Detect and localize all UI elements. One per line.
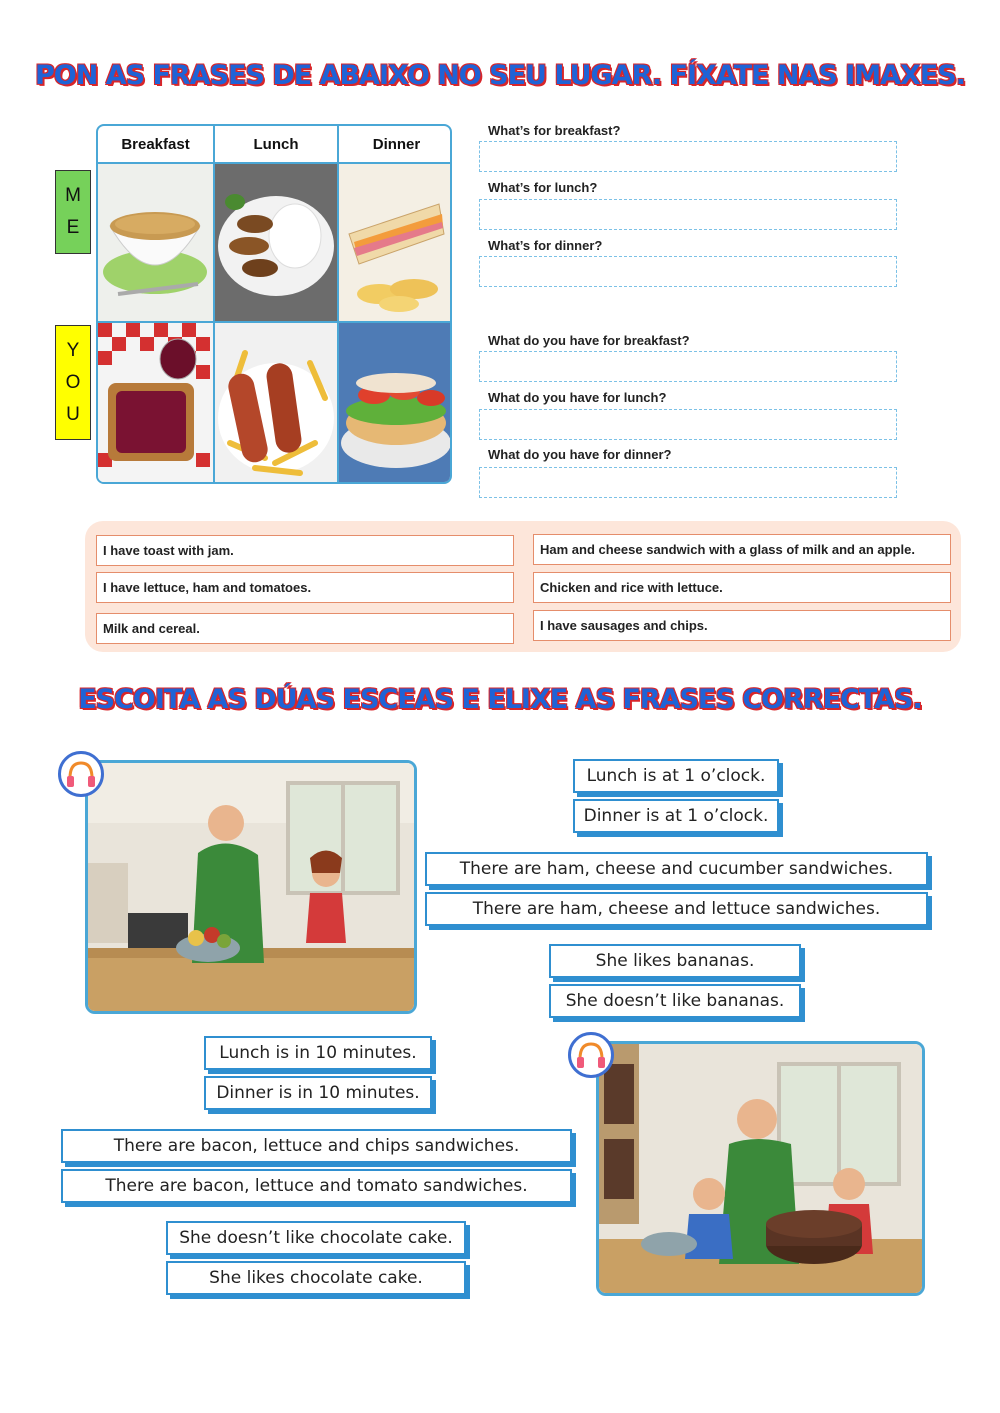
me-label-letter: M	[65, 185, 81, 206]
food-grid	[96, 124, 452, 484]
choice-option[interactable]: There are bacon, lettuce and chips sandwiches.	[61, 1129, 572, 1163]
sausages-chips-image	[215, 323, 339, 484]
me-label	[55, 170, 91, 254]
scene-2-image	[596, 1041, 925, 1296]
toast-jam-image	[98, 323, 215, 484]
draggable-sentence[interactable]: Chicken and rice with lettuce.	[533, 572, 951, 603]
salad-sandwich-image	[339, 323, 452, 484]
choice-option[interactable]: She doesn’t like bananas.	[549, 984, 801, 1018]
headphones-icon[interactable]	[568, 1032, 614, 1078]
choice-option[interactable]: Lunch is in 10 minutes.	[204, 1036, 432, 1070]
choice-option[interactable]: There are ham, cheese and lettuce sandwiches.	[425, 892, 928, 926]
question-you-breakfast: What do you have for breakfast?	[488, 333, 690, 348]
draggable-sentence[interactable]: Milk and cereal.	[96, 613, 514, 644]
draggable-sentence[interactable]: I have sausages and chips.	[533, 610, 951, 641]
draggable-sentence[interactable]: I have toast with jam.	[96, 535, 514, 566]
choice-option[interactable]: Dinner is in 10 minutes.	[204, 1076, 432, 1110]
headphones-icon[interactable]	[58, 751, 104, 797]
answer-drop-zone-you-breakfast[interactable]	[479, 351, 897, 382]
you-label-letter: Y	[66, 339, 80, 361]
choice-option[interactable]: Dinner is at 1 o’clock.	[573, 799, 779, 833]
question-you-dinner: What do you have for dinner?	[488, 447, 672, 462]
section-title-1: PON AS FRASES DE ABAIXO NO SEU LUGAR. FÍXATE NAS IMAXES.	[34, 60, 966, 91]
question-dinner: What’s for dinner?	[488, 238, 603, 253]
choice-option[interactable]: Lunch is at 1 o’clock.	[573, 759, 779, 793]
answer-drop-zone-breakfast[interactable]	[479, 141, 897, 172]
you-label-letter: U	[66, 403, 80, 425]
question-you-lunch: What do you have for lunch?	[488, 390, 667, 405]
draggable-sentence[interactable]: I have lettuce, ham and tomatoes.	[96, 572, 514, 603]
header-breakfast: Breakfast	[98, 126, 215, 164]
draggable-sentence[interactable]: Ham and cheese sandwich with a glass of milk and an apple.	[533, 534, 951, 565]
section-title-2: ESCOITA AS DÚAS ESCEAS E ELIXE AS FRASES CORRECTAS.	[78, 684, 922, 715]
choice-option[interactable]: There are ham, cheese and cucumber sandwiches.	[425, 852, 928, 886]
sandwich-chips-image	[339, 164, 452, 323]
choice-option[interactable]: She likes bananas.	[549, 944, 801, 978]
choice-option[interactable]: She doesn’t like chocolate cake.	[166, 1221, 466, 1255]
chicken-rice-image	[215, 164, 339, 323]
you-label-letter: O	[65, 371, 81, 393]
choice-option[interactable]: There are bacon, lettuce and tomato sandwiches.	[61, 1169, 572, 1203]
answer-drop-zone-you-dinner[interactable]	[479, 467, 897, 498]
choice-option[interactable]: She likes chocolate cake.	[166, 1261, 466, 1295]
answer-drop-zone-you-lunch[interactable]	[479, 409, 897, 440]
cereal-bowl-image	[98, 164, 215, 323]
answer-drop-zone-dinner[interactable]	[479, 256, 897, 287]
answer-drop-zone-lunch[interactable]	[479, 199, 897, 230]
header-dinner: Dinner	[339, 126, 452, 164]
header-lunch: Lunch	[215, 126, 339, 164]
question-lunch: What’s for lunch?	[488, 180, 598, 195]
me-label-letter: E	[66, 217, 80, 238]
scene-1-image	[85, 760, 417, 1014]
question-breakfast: What’s for breakfast?	[488, 123, 621, 138]
sentence-bank	[85, 521, 961, 652]
you-label	[55, 325, 91, 440]
